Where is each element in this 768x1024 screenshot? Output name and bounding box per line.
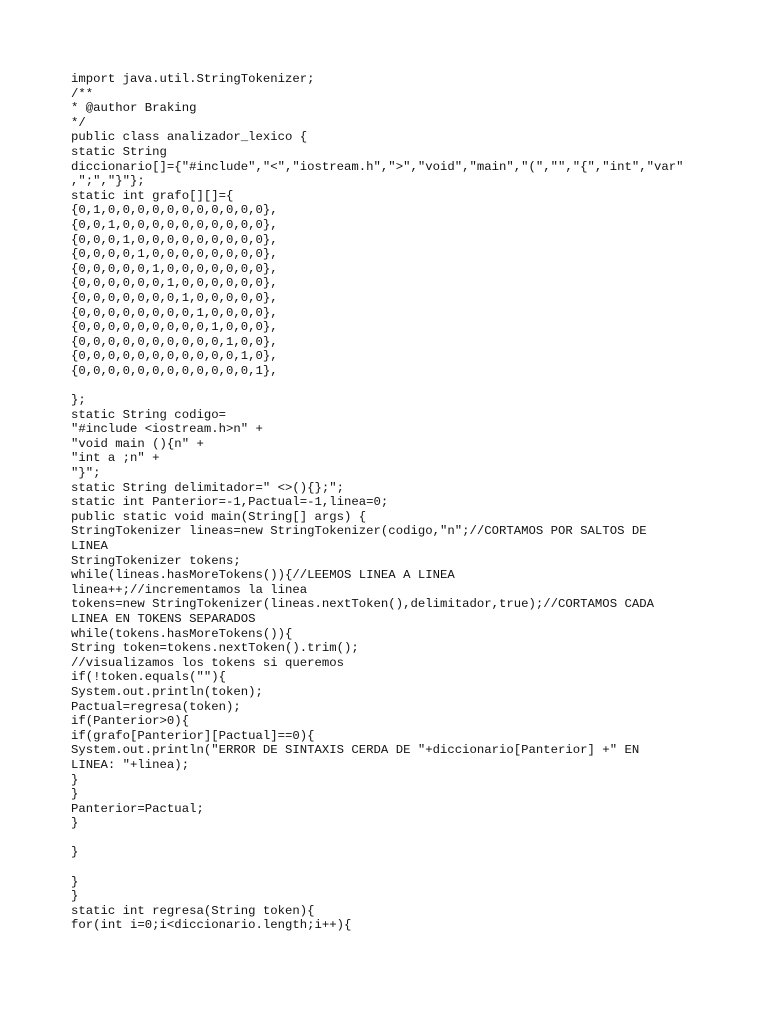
code-line: static String codigo= <box>71 407 226 422</box>
code-line: static int regresa(String token){ <box>71 903 315 918</box>
code-line <box>71 378 711 393</box>
code-line: LINEA EN TOKENS SEPARADOS <box>71 611 256 626</box>
code-line: } <box>71 816 79 831</box>
code-line: {0,0,0,0,0,0,0,0,0,0,0,1,0}, <box>71 349 278 364</box>
code-line: } <box>71 787 79 802</box>
code-line <box>71 831 711 846</box>
code-line: "int a ;n" + <box>71 451 160 466</box>
code-line: "void main (){n" + <box>71 436 204 451</box>
code-line: static String delimitador=" <>(){};"; <box>71 480 345 495</box>
code-line: public class analizador_lexico { <box>71 130 308 145</box>
code-line: if(Panterior>0){ <box>71 714 190 729</box>
code-line: public static void main(String[] args) { <box>71 509 367 524</box>
code-line: while(tokens.hasMoreTokens()){ <box>71 626 293 641</box>
code-line: {0,0,0,1,0,0,0,0,0,0,0,0,0}, <box>71 232 278 247</box>
code-line: StringTokenizer tokens; <box>71 553 241 568</box>
code-line: * @author Braking <box>71 101 197 116</box>
code-line: StringTokenizer lineas=new StringTokenizer(codigo,"n";//CORTAMOS POR SALTOS DE <box>71 524 647 539</box>
code-line: //visualizamos los tokens si queremos <box>71 655 345 670</box>
code-line: } <box>71 772 79 787</box>
code-line: */ <box>71 115 86 130</box>
code-line: "#include <iostream.h>n" + <box>71 422 263 437</box>
code-line: for(int i=0;i<diccionario.length;i++){ <box>71 918 352 933</box>
code-line: } <box>71 889 79 904</box>
code-line: tokens=new StringTokenizer(lineas.nextToken(),delimitador,true);//CORTAMOS CADA <box>71 597 654 612</box>
code-line: {0,0,0,0,0,0,0,0,0,0,1,0,0}, <box>71 334 278 349</box>
code-line: Pactual=regresa(token); <box>71 699 241 714</box>
code-line: ,";","}"}; <box>71 174 145 189</box>
code-line: /** <box>71 86 94 101</box>
code-line: static int Panterior=-1,Pactual=-1,linea=0; <box>71 495 389 510</box>
code-line: "}"; <box>71 466 101 481</box>
code-line: System.out.println(token); <box>71 684 263 699</box>
code-line: static int grafo[][]={ <box>71 188 234 203</box>
code-line: } <box>71 874 79 889</box>
code-line: Panterior=Pactual; <box>71 801 204 816</box>
code-line: {0,0,0,0,0,0,0,1,0,0,0,0,0}, <box>71 290 278 305</box>
code-line: }; <box>71 393 86 408</box>
code-line: {0,0,0,0,0,0,0,0,1,0,0,0,0}, <box>71 305 278 320</box>
code-line: } <box>71 845 79 860</box>
code-line: static String <box>71 144 167 159</box>
code-line <box>71 860 711 875</box>
code-line: {0,0,1,0,0,0,0,0,0,0,0,0,0}, <box>71 217 278 232</box>
code-line: LINEA: "+linea); <box>71 757 190 772</box>
code-line: linea++;//incrementamos la linea <box>71 582 308 597</box>
code-line: if(grafo[Panterior][Pactual]==0){ <box>71 728 315 743</box>
code-line: {0,0,0,0,0,1,0,0,0,0,0,0,0}, <box>71 261 278 276</box>
code-line: {0,0,0,0,1,0,0,0,0,0,0,0,0}, <box>71 247 278 262</box>
code-line: diccionario[]={"#include","<","iostream.h",">","void","main","(","","{","int","var" <box>71 159 684 174</box>
code-line: {0,0,0,0,0,0,1,0,0,0,0,0,0}, <box>71 276 278 291</box>
code-line: {0,0,0,0,0,0,0,0,0,0,0,0,1}, <box>71 363 278 378</box>
code-line: {0,1,0,0,0,0,0,0,0,0,0,0,0}, <box>71 203 278 218</box>
code-line: {0,0,0,0,0,0,0,0,0,1,0,0,0}, <box>71 320 278 335</box>
code-line: System.out.println("ERROR DE SINTAXIS CERDA DE "+diccionario[Panterior] +" EN <box>71 743 640 758</box>
code-line: LINEA <box>71 539 108 553</box>
code-line: while(lineas.hasMoreTokens()){//LEEMOS LINEA A LINEA <box>71 568 455 583</box>
code-line: import java.util.StringTokenizer; <box>71 72 315 86</box>
code-line: if(!token.equals(""){ <box>71 670 226 685</box>
java-source-code <box>71 72 711 933</box>
code-line: String token=tokens.nextToken().trim(); <box>71 641 359 656</box>
